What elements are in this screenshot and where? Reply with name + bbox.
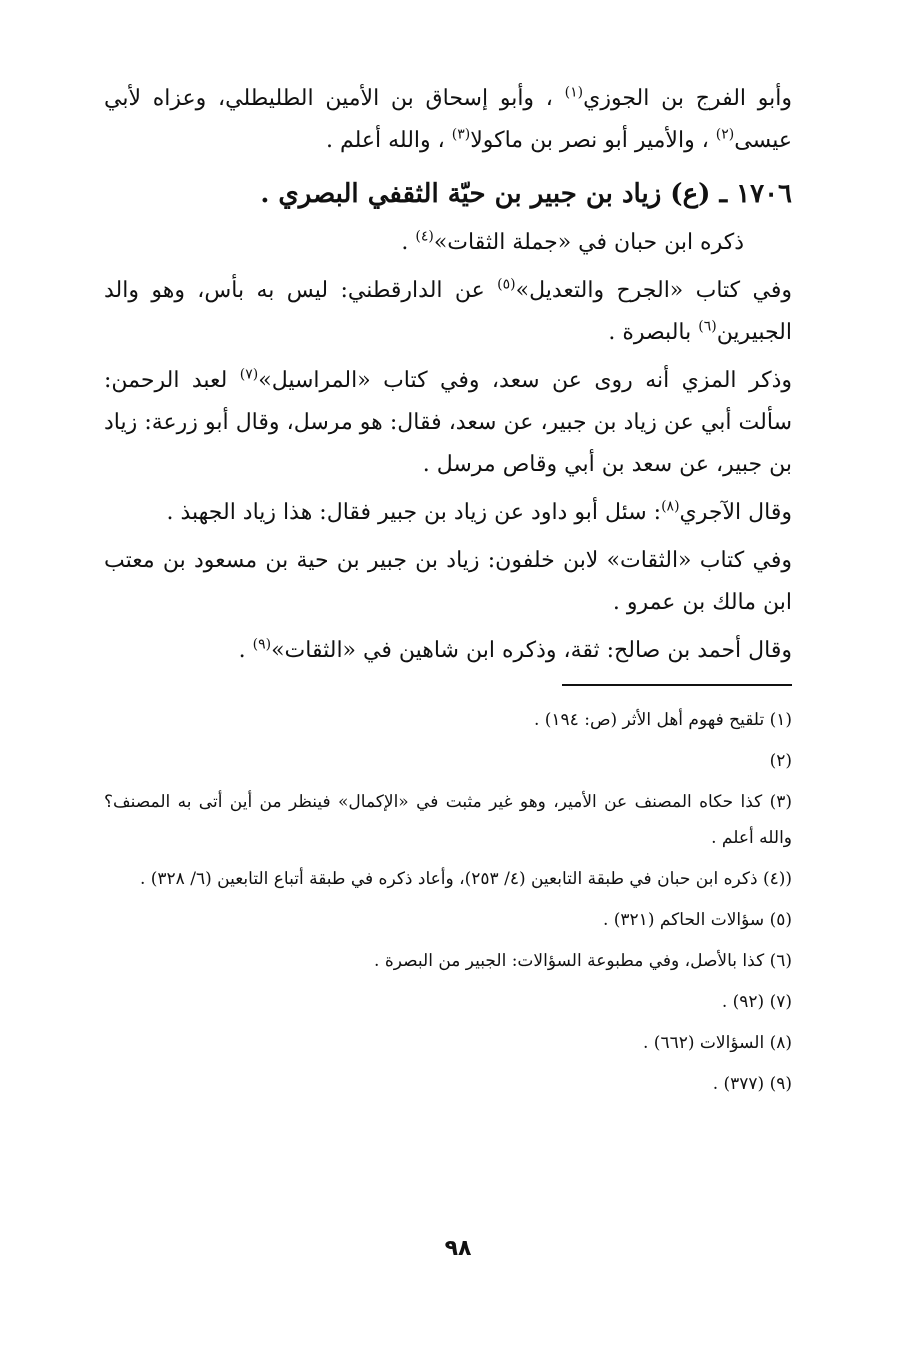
footnote-marker-4: (٤) <box>415 228 434 245</box>
text-run: لعبد الرحمن: سألت أبي عن زياد بن جبير، عن سعد، فقال: هو مرسل، وقال أبو زرعة: زياد بن جبير، عن سعد بن أبي وقاص مرسل . <box>104 368 792 477</box>
footnote-marker-9: (٩) <box>252 636 272 653</box>
entry-heading: ١٧٠٦ ـ (ع) زياد بن جبير بن حيّة الثقفي البصري . <box>260 179 792 209</box>
text-run: وقال أحمد بن صالح: ثقة، وذكره ابن شاهين في «الثقات» <box>271 638 792 663</box>
text-run: عن الدارقطني: ليس به بأس، وهو والد الجبيرين <box>104 278 792 345</box>
page-number: ٩٨ <box>444 1236 472 1261</box>
text-run: وذكر المزي أنه روى عن سعد، وفي كتاب «المراسيل» <box>258 368 792 393</box>
text-run: ، والأمير أبو نصر بن ماكولا <box>470 128 716 153</box>
entry-paragraph-ajurri <box>104 492 792 534</box>
footnote-6: (٦) كذا بالأصل، وفي مطبوعة السؤالات: الجبير من البصرة . <box>374 951 792 971</box>
text-run: ذكره ابن حبان في «جملة الثقات» <box>433 230 744 255</box>
footnote-8: (٨) السؤالات (٦٦٢) . <box>643 1033 792 1053</box>
footnote-2: (٢) <box>769 751 792 771</box>
footnote-1: (١) تلقيح فهوم أهل الأثر (ص: ١٩٤) . <box>533 710 792 730</box>
entry-paragraph-ibn-hibban <box>104 222 792 264</box>
text-run: وقال الآجري <box>679 500 792 525</box>
footnote-marker-7: (٧) <box>239 366 259 383</box>
footnote-marker-8: (٨) <box>661 498 680 515</box>
footnote-5: (٥) سؤالات الحاكم (٣٢١) . <box>602 910 792 930</box>
footnote-9: (٩) (٣٧٧) . <box>712 1074 792 1094</box>
footnote-marker-6: (٦) <box>698 318 717 335</box>
text-run: ، والله أعلم . <box>325 128 452 153</box>
book-page <box>104 78 792 1107</box>
text-run: بالبصرة . <box>608 320 699 345</box>
footnote-separator <box>562 684 792 686</box>
entry-paragraph-jarh <box>104 270 792 354</box>
entry-paragraph-ahmad-ibn-salih <box>104 630 792 672</box>
text-run: ، وأبو إسحاق بن الأمين الطليطلي، وعزاه لأبي عيسى <box>104 86 792 153</box>
text-run: . <box>401 230 416 255</box>
footnote-marker-1: (١) <box>564 84 584 101</box>
text-run: وأبو الفرج بن الجوزي <box>583 86 792 111</box>
entry-paragraph-mizzi <box>104 360 792 486</box>
footnote-3: (٣) كذا حكاه المصنف عن الأمير، وهو غير مثبت في «الإكمال» فينظر من أين أتى به المصنف؟ والله أعلم . <box>104 792 792 848</box>
footnote-4: ((٤) ذكره ابن حبان في طبقة التابعين (٤/ ٢٥٣)، وأعاد ذكره في طبقة أتباع التابعين (٦/ ٣٢٨) . <box>139 869 792 889</box>
entry-paragraph-ibn-khalfun: وفي كتاب «الثقات» لابن خلفون: زياد بن جبير بن حية بن مسعود بن معتب ابن مالك بن عمرو . <box>104 548 792 615</box>
footnote-7: (٧) (٩٢) . <box>721 992 792 1012</box>
text-run: . <box>238 638 253 663</box>
footnote-marker-2: (٢) <box>715 126 735 143</box>
footnote-marker-3: (٣) <box>451 126 471 143</box>
continuation-paragraph <box>104 78 792 162</box>
footnotes <box>104 702 792 1102</box>
text-run: وفي كتاب «الجرح والتعديل» <box>515 278 792 303</box>
text-run: : سئل أبو داود عن زياد بن جبير فقال: هذا زياد الجهبذ . <box>166 500 662 525</box>
footnote-marker-5: (٥) <box>497 276 516 293</box>
